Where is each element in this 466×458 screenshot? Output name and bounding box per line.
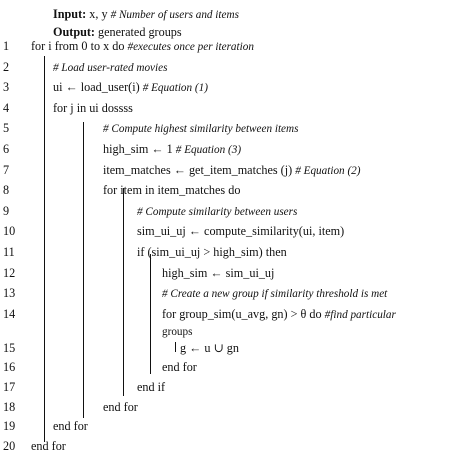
code-comment: # Equation (2) <box>295 164 361 177</box>
code-text: sim_ui_uj ← compute_similarity(ui, item) <box>137 224 345 239</box>
line-number: 10 <box>3 224 16 239</box>
algorithm-line <box>0 200 466 222</box>
algorithm-line <box>0 76 466 98</box>
input-comment: # Number of users and items <box>110 9 239 21</box>
input-label: Input: <box>53 7 87 21</box>
line-number: 13 <box>3 286 16 301</box>
code-text: end for <box>53 419 88 434</box>
code-line <box>103 159 361 182</box>
code-text: item_matches ← get_item_matches (j) <box>103 162 296 177</box>
code-text: ui ← load_user(i) <box>53 80 143 95</box>
algorithm-line <box>0 282 466 304</box>
algorithm-line <box>0 262 466 284</box>
code-comment: #find particular <box>324 308 396 321</box>
line-number: 11 <box>3 245 15 260</box>
code-comment: # Equation (1) <box>142 82 208 95</box>
line-number: 17 <box>3 379 16 394</box>
scope-bar-for-item <box>123 188 124 396</box>
code-text: g ← u ∪ gn <box>180 340 239 355</box>
algorithm-line <box>0 56 466 78</box>
input-line <box>53 6 239 23</box>
line-number: 12 <box>3 265 16 280</box>
line-number: 19 <box>3 419 16 434</box>
code-line <box>137 220 344 243</box>
algorithm-line <box>0 117 466 139</box>
code-line <box>53 97 133 120</box>
output-label: Output: <box>53 25 95 39</box>
code-line <box>162 262 274 285</box>
algorithm-line <box>0 97 466 119</box>
code-text: for i from 0 to x do <box>31 39 128 53</box>
code-comment: # Equation (3) <box>175 144 242 157</box>
code-text: for j in ui dossss <box>53 100 133 115</box>
code-line <box>137 241 287 264</box>
line-number: 15 <box>3 340 16 355</box>
code-comment: # Compute highest similarity between items <box>103 123 299 136</box>
code-comment: groups <box>162 325 193 338</box>
line-number: 6 <box>3 142 10 157</box>
algorithm-line <box>0 415 466 437</box>
code-line <box>53 56 167 79</box>
line-number: 2 <box>3 59 10 74</box>
code-text: for item in item_matches do <box>103 183 241 198</box>
input-text: x, y <box>89 7 111 21</box>
line-number: 18 <box>3 399 16 414</box>
code-text: end for <box>31 439 66 453</box>
code-text: end if <box>137 379 166 394</box>
algorithm-line <box>0 138 466 160</box>
code-line <box>103 138 241 161</box>
algorithm-line <box>0 35 466 57</box>
line-number: 1 <box>3 39 10 53</box>
line-number: 16 <box>3 360 16 375</box>
code-comment: # Load user-rated movies <box>53 61 168 74</box>
line-number: 7 <box>3 162 10 177</box>
line-number: 8 <box>3 183 10 198</box>
code-line <box>162 282 387 305</box>
scope-bar-if <box>150 254 151 374</box>
line-number: 4 <box>3 100 10 115</box>
code-comment: # Compute similarity between users <box>137 205 298 218</box>
code-line <box>137 200 297 223</box>
code-comment: # Create a new group if similarity threshold is met <box>162 288 388 301</box>
output-text: generated groups <box>98 25 182 39</box>
scope-bar-for-group <box>175 342 176 352</box>
code-text: end for <box>162 360 197 375</box>
algorithm-line <box>0 220 466 242</box>
algorithm-line <box>0 159 466 181</box>
line-number: 5 <box>3 121 10 136</box>
algorithm-line <box>0 241 466 263</box>
line-number: 14 <box>3 306 16 321</box>
code-text: for group_sim(u_avg, gn) > θ do <box>162 306 325 321</box>
code-text: high_sim ← sim_ui_uj <box>162 265 275 280</box>
code-line <box>53 76 208 99</box>
line-number: 9 <box>3 203 10 218</box>
code-comment: #executes once per iteration <box>127 41 254 53</box>
line-number: 20 <box>3 439 16 453</box>
code-line <box>31 35 254 58</box>
code-text: high_sim ← 1 <box>103 142 176 157</box>
code-line <box>103 117 298 140</box>
algorithm-line <box>0 435 466 457</box>
scope-bar-for-i <box>44 56 45 442</box>
scope-bar-for-j <box>83 122 84 418</box>
code-text: end for <box>103 399 138 414</box>
algorithm-line <box>0 179 466 201</box>
code-text: if (sim_ui_uj > high_sim) then <box>137 245 287 260</box>
line-number: 3 <box>3 80 10 95</box>
